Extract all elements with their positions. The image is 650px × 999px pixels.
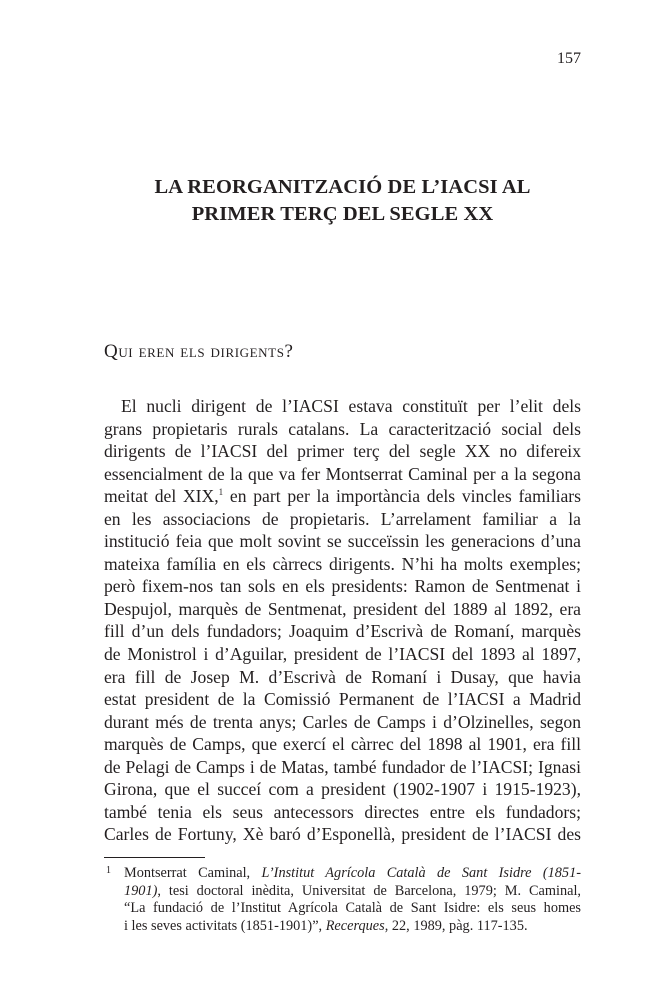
- body-line: mateixa família en els càrrecs dirigents. N’hi ha molts exemples;: [104, 553, 581, 574]
- body-line: de Pelagi de Camps i de Matas, també fundador de l’IACSI; Ignasi: [104, 756, 581, 777]
- chapter-title-line-2: PRIMER TERÇ DEL SEGLE XX: [191, 203, 494, 225]
- footnote-title-italic: L’Institut Agrícola Català de Sant Isidre (1851-: [261, 865, 581, 881]
- footnote-line: [124, 883, 581, 901]
- footnote-title-italic: 1901): [124, 882, 158, 899]
- body-line: fill d’un dels fundadors; Joaquim d’Escrivà de Romaní, marquès: [104, 621, 581, 642]
- body-line: grans propietaris rurals catalans. La caracterització social dels: [104, 418, 581, 439]
- body-line: però fixem-nos tan sols en els presidents: Ramon de Sentmenat i: [104, 576, 581, 597]
- footnote-text: i les seves activitats (1851-1901)”,: [124, 917, 326, 934]
- footnote-number: 1: [106, 865, 111, 876]
- footnote-line: [124, 865, 581, 883]
- body-line: marquès de Camps, que exercí el càrrec del 1898 al 1901, era fill: [104, 734, 581, 755]
- body-line: Carles de Fortuny, Xè baró d’Esponellà, president de l’IACSI des: [104, 824, 581, 845]
- body-line: institució feia que molt sovint se succeïssin les generacions d’una: [104, 531, 581, 552]
- chapter-title: [104, 174, 581, 228]
- chapter-title-line-1: LA REORGANITZACIÓ DE L’IACSI AL: [154, 176, 531, 198]
- body-line: en les associacions de propietaris. L’arrelament familiar a la: [104, 508, 581, 529]
- footnote: [124, 865, 581, 935]
- footnote-separator: [104, 857, 205, 858]
- footnote-line: “La fundació de l’Institut Agrícola Català de Sant Isidre: els seus homes: [124, 900, 581, 917]
- footnote-line: [124, 918, 581, 936]
- footnote-text: Montserrat Caminal,: [124, 865, 262, 881]
- body-line: El nucli dirigent de l’IACSI estava constituït per l’elit dels: [121, 396, 581, 416]
- body-line: essencialment de la que va fer Montserrat Caminal per a la segona: [104, 463, 581, 484]
- body-line: Despujol, marquès de Sentmenat, president del 1889 al 1892, era: [104, 598, 581, 619]
- body-line: Girona, que el succeí com a president (1902-1907 i 1915-1923),: [104, 779, 581, 800]
- page-number: 157: [557, 50, 581, 67]
- journal-title-italic: Recerques: [325, 917, 385, 934]
- body-line: [104, 485, 581, 508]
- body-line: durant més de trenta anys; Carles de Camps i d’Olzinelles, segon: [104, 711, 581, 732]
- body-line: era fill de Josep M. d’Escrivà de Romaní i Dusay, que havia: [104, 666, 581, 687]
- body-line: de Monistrol i d’Aguilar, president de l’IACSI del 1893 al 1897,: [104, 644, 581, 665]
- footnote-reference[interactable]: 1: [218, 487, 224, 498]
- footnote-text: , 22, 1989, pàg. 117-135.: [384, 917, 528, 934]
- body-line: dirigents de l’IACSI del primer terç del segle XX no difereix: [104, 441, 581, 462]
- body-paragraph: [104, 395, 581, 846]
- body-text: meitat del XIX,: [104, 486, 219, 507]
- footnote-text: , tesi doctoral inèdita, Universitat de Barcelona, 1979; M. Caminal,: [157, 882, 581, 899]
- body-line: estat president de la Comissió Permanent de l’IACSI a Madrid: [104, 689, 581, 710]
- body-line: també tenia els seus antecessors directes entre els fundadors;: [104, 801, 581, 822]
- section-heading: Qui eren els dirigents?: [104, 341, 294, 362]
- body-text: en part per la importància dels vincles familiars: [229, 486, 581, 507]
